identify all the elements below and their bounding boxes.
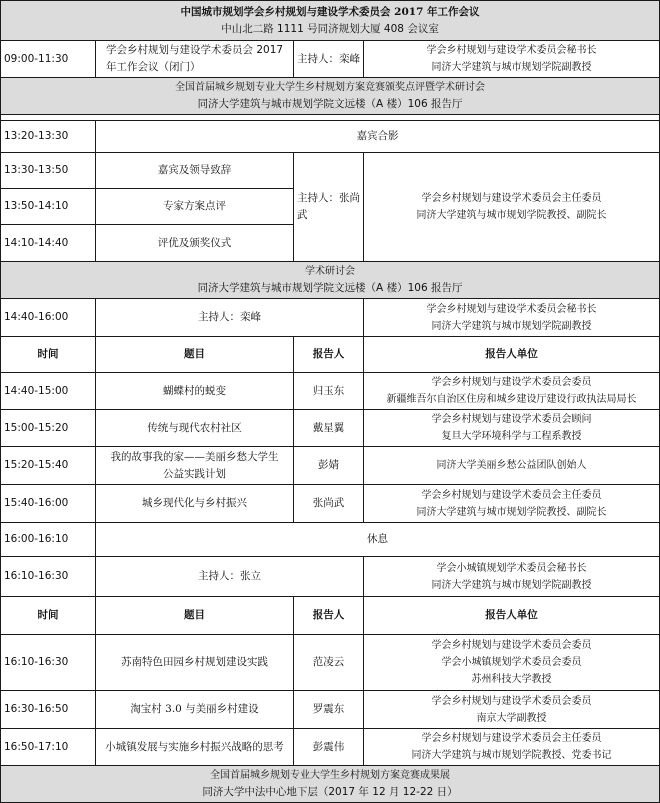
award-host-unit-line: 同济大学建筑与城市规划学院教授、副院长 — [416, 210, 607, 221]
seminar-section-header — [1, 262, 660, 299]
award-section-location: 同济大学建筑与城市规划学院文远楼（A 楼）106 报告厅 — [197, 98, 463, 110]
seminar-host-unit-line: 同济大学建筑与城市规划学院副教授 — [431, 320, 592, 332]
seminar-host-unit-line: 同济大学建筑与城市规划学院副教授 — [431, 579, 592, 591]
talk-topic: 蝴蝶村的蜕变 — [96, 373, 294, 410]
exhibition-title: 全国首届城乡规划专业大学生乡村规划方案竞赛成果展 — [210, 770, 451, 781]
talk-speaker: 张尚武 — [294, 485, 364, 523]
conference-title: 中国城市规划学会乡村规划与建设学术委员会 2017 年工作会议 — [180, 5, 480, 18]
talk-speaker: 罗震东 — [294, 691, 364, 729]
seminar-host: 主持人：张立 — [96, 557, 364, 597]
talk-time: 15:20-15:40 — [1, 447, 96, 485]
break-row — [1, 523, 660, 557]
talk-row — [1, 635, 660, 691]
talk-unit-line: 学会乡村规划与建设学术委员会主任委员 — [421, 733, 602, 744]
seminar-host-row — [1, 299, 660, 337]
column-header-speaker: 报告人 — [294, 597, 364, 635]
award-topic: 嘉宾合影 — [96, 121, 660, 153]
talk-row — [1, 373, 660, 410]
talk-unit — [364, 447, 660, 485]
award-time: 14:10-14:40 — [1, 225, 96, 262]
award-topic: 专家方案点评 — [96, 189, 294, 225]
award-host-unit — [364, 153, 660, 262]
exhibition-row — [1, 766, 660, 803]
talk-topic: 城乡现代化与乡村振兴 — [96, 485, 294, 523]
meeting-host-unit — [364, 41, 660, 78]
talk-topic: 淘宝村 3.0 与美丽乡村建设 — [96, 691, 294, 729]
meeting-host-unit-line: 同济大学建筑与城市规划学院副教授 — [431, 62, 592, 73]
talk-unit-line: 苏州科技大学教授 — [471, 674, 552, 685]
talk-topic-line: 我的故事我的家——美丽乡愁大学生 — [110, 450, 279, 463]
seminar-section-location: 同济大学建筑与城市规划学院文远楼（A 楼）106 报告厅 — [197, 282, 463, 294]
talk-topic-line: 公益实践计划 — [163, 467, 226, 480]
column-header-topic: 题目 — [96, 597, 294, 635]
talk-unit-line: 同济大学建筑与城市规划学院教授、副院长 — [416, 506, 607, 518]
seminar-host-row — [1, 557, 660, 597]
seminar-host: 主持人：栾峰 — [96, 299, 364, 337]
column-header-row — [1, 597, 660, 635]
talk-row — [1, 447, 660, 485]
seminar-host-unit-line: 学会小城镇规划学术委员会秘书长 — [436, 562, 587, 574]
talk-time: 14:40-15:00 — [1, 373, 96, 410]
talk-speaker: 戴星翼 — [294, 410, 364, 447]
talk-row — [1, 729, 660, 766]
column-header-unit: 报告人单位 — [364, 337, 660, 373]
talk-time: 15:00-15:20 — [1, 410, 96, 447]
meeting-topic: 学会乡村规划与建设学术委员会 2017 年工作会议（闭门） — [96, 41, 294, 78]
talk-topic: 传统与现代农村社区 — [96, 410, 294, 447]
award-time: 13:20-13:30 — [1, 121, 96, 153]
talk-time: 16:10-16:30 — [1, 635, 96, 691]
meeting-header-row — [1, 1, 660, 41]
meeting-row — [1, 41, 660, 78]
talk-unit-line: 同济大学建筑与城市规划学院教授、党委书记 — [411, 750, 612, 761]
talk-time: 16:30-16:50 — [1, 691, 96, 729]
award-row — [1, 153, 660, 189]
seminar-host-time: 14:40-16:00 — [1, 299, 96, 337]
talk-unit — [364, 485, 660, 523]
seminar-section-title: 学术研讨会 — [305, 266, 356, 277]
talk-unit-line: 学会乡村规划与建设学术委员会委员 — [431, 640, 592, 651]
meeting-host: 主持人：栾峰 — [294, 41, 364, 78]
award-time: 13:30-13:50 — [1, 153, 96, 189]
talk-unit-line: 学会乡村规划与建设学术委员会委员 — [431, 695, 592, 707]
talk-row — [1, 485, 660, 523]
meeting-host-unit-line: 学会乡村规划与建设学术委员会秘书长 — [426, 45, 597, 56]
talk-unit — [364, 729, 660, 766]
talk-time: 15:40-16:00 — [1, 485, 96, 523]
talk-unit-line: 学会小城镇规划学术委员会委员 — [441, 657, 582, 668]
conference-location: 中山北二路 1111 号同济规划大厦 408 会议室 — [221, 22, 439, 35]
award-section-header — [1, 78, 660, 115]
talk-unit-line: 南京大学副教授 — [476, 712, 547, 724]
talk-unit — [364, 410, 660, 447]
award-topic: 嘉宾及领导致辞 — [96, 153, 294, 189]
award-time: 13:50-14:10 — [1, 189, 96, 225]
talk-unit-line: 新疆维吾尔自治区住房和城乡建设厅建设行政执法局局长 — [386, 394, 637, 405]
talk-topic: 苏南特色田园乡村规划建设实践 — [96, 635, 294, 691]
column-header-unit: 报告人单位 — [364, 597, 660, 635]
column-header-time: 时间 — [1, 597, 96, 635]
award-section-title: 全国首届城乡规划专业大学生乡村规划方案竞赛颁奖点评暨学术研讨会 — [175, 82, 486, 93]
talk-topic: 小城镇发展与实施乡村振兴战略的思考 — [96, 729, 294, 766]
column-header-topic: 题目 — [96, 337, 294, 373]
seminar-host-unit — [364, 299, 660, 337]
seminar-host-time: 16:10-16:30 — [1, 557, 96, 597]
award-row — [1, 121, 660, 153]
talk-speaker: 彭婧 — [294, 447, 364, 485]
talk-unit-line: 学会乡村规划与建设学术委员会主任委员 — [421, 489, 602, 501]
break-label: 休息 — [96, 523, 660, 557]
talk-unit-line: 复旦大学环境科学与工程系教授 — [441, 431, 582, 442]
column-header-time: 时间 — [1, 337, 96, 373]
talk-topic — [96, 447, 294, 485]
talk-row — [1, 691, 660, 729]
talk-unit-line: 学会乡村规划与建设学术委员会委员 — [431, 377, 592, 388]
column-header-speaker: 报告人 — [294, 337, 364, 373]
break-time: 16:00-16:10 — [1, 523, 96, 557]
award-topic: 评优及颁奖仪式 — [96, 225, 294, 262]
talk-time: 16:50-17:10 — [1, 729, 96, 766]
talk-unit — [364, 635, 660, 691]
meeting-time: 09:00-11:30 — [1, 41, 96, 78]
award-host-unit-line: 学会乡村规划与建设学术委员会主任委员 — [421, 193, 602, 204]
talk-unit — [364, 373, 660, 410]
talk-row — [1, 410, 660, 447]
column-header-row — [1, 337, 660, 373]
talk-unit-line: 同济大学美丽乡愁公益团队创始人 — [436, 460, 587, 471]
seminar-host-unit — [364, 557, 660, 597]
talk-unit — [364, 691, 660, 729]
talk-speaker: 彭震伟 — [294, 729, 364, 766]
exhibition-location: 同济大学中法中心地下层（2017 年 12 月 12-22 日） — [202, 786, 458, 798]
seminar-host-unit-line: 学会乡村规划与建设学术委员会秘书长 — [426, 303, 597, 315]
talk-speaker: 归玉东 — [294, 373, 364, 410]
talk-speaker: 范凌云 — [294, 635, 364, 691]
talk-unit-line: 学会乡村规划与建设学术委员会顾问 — [431, 414, 592, 425]
award-host: 主持人：张尚武 — [294, 153, 364, 262]
